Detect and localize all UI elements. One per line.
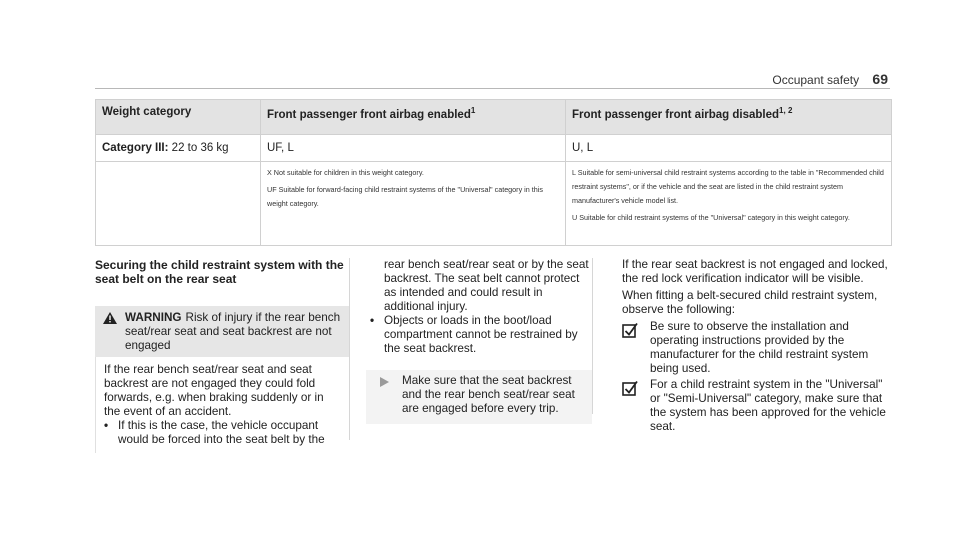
note-u: U Suitable for child restraint systems of the "Universal" category in this weight category. xyxy=(572,213,850,222)
table-header-row xyxy=(96,100,892,135)
column-left xyxy=(95,258,349,453)
header-airbag-disabled: Front passenger front airbag disabled$^{1, 2}$ xyxy=(566,100,892,135)
page-title: Occupant safety xyxy=(772,73,860,87)
checkbox-tick-icon xyxy=(622,322,640,376)
warning-body xyxy=(95,357,349,453)
warning-body-text: If the rear bench seat/rear seat and seat backrest are not engaged they could fold forwards, e.g. when braking suddenly or in the event of an accident. xyxy=(104,363,324,418)
header-airbag-enabled: Front passenger front airbag enabled$^1$ xyxy=(261,100,566,135)
list-item: For a child restraint system in the "Universal" or "Semi-Universal" category, make sure that the system has been approved for the vehicle seat. xyxy=(622,378,892,434)
weight-category-table xyxy=(95,99,892,246)
warning-triangle-icon xyxy=(103,312,117,324)
page-header xyxy=(772,71,888,87)
enabled-cell: UF, L xyxy=(261,135,566,162)
list-item: • Objects or loads in the boot/load compartment cannot be restrained by the seat backrest. xyxy=(370,314,578,355)
instruction-text: Make sure that the seat backrest and the rear bench seat/rear seat are engaged before every trip. xyxy=(402,374,575,415)
warning-box xyxy=(95,306,349,453)
table-notes-row xyxy=(96,162,892,246)
note-x: X Not suitable for children in this weight category. xyxy=(267,168,424,177)
notes-empty-cell xyxy=(96,162,261,246)
column-divider xyxy=(592,258,593,414)
category-cell: Category III: 22 to 36 kg xyxy=(96,135,261,162)
instruction-box xyxy=(366,370,592,424)
warning-header xyxy=(95,306,349,357)
note-l: L Suitable for semi-universal child restraint systems according to the table in "Recommended child restraint systems", or if the vehicle and the seat are listed in the child restraint system manufacturer's vehicle model list. xyxy=(572,168,884,205)
paragraph-observe: When fitting a belt-secured child restraint system, observe the following: xyxy=(622,289,878,316)
column-middle xyxy=(366,258,592,424)
warning-head-text: WARNING Risk of injury if the rear bench seat/rear seat and seat backrest are not engaged xyxy=(125,311,341,352)
notes-disabled-cell xyxy=(566,162,892,246)
page-number: 69 xyxy=(872,71,888,87)
checkbox-tick-icon xyxy=(622,380,640,434)
disabled-cell: U, L xyxy=(566,135,892,162)
table-row xyxy=(96,135,892,162)
paragraph-lock-indicator: If the rear seat backrest is not engaged and locked, the red lock verification indicator will be visible. xyxy=(622,258,888,285)
header-rule xyxy=(95,88,890,89)
list-item: Be sure to observe the installation and operating instructions provided by the manufacturer for the child restraint system being used. xyxy=(622,320,892,376)
notes-enabled-cell xyxy=(261,162,566,246)
note-uf: UF Suitable for forward-facing child restraint systems of the "Universal" category in this weight category. xyxy=(267,185,543,208)
column-divider xyxy=(349,258,350,440)
column-right xyxy=(622,258,892,434)
play-arrow-icon xyxy=(380,377,392,416)
header-weight-category: Weight category xyxy=(96,100,261,135)
bullet-icon: • xyxy=(104,419,109,432)
bullet-icon: • xyxy=(370,314,375,327)
list-item: • If this is the case, the vehicle occupant would be forced into the seat belt by the xyxy=(104,419,325,446)
warning-bullet-continuation: rear bench seat/rear seat or by the seat backrest. The seat belt cannot protect as intended and could result in additional injury. xyxy=(384,258,589,313)
section-title: Securing the child restraint system with the seat belt on the rear seat xyxy=(95,258,344,286)
warning-label: WARNING xyxy=(125,311,182,324)
